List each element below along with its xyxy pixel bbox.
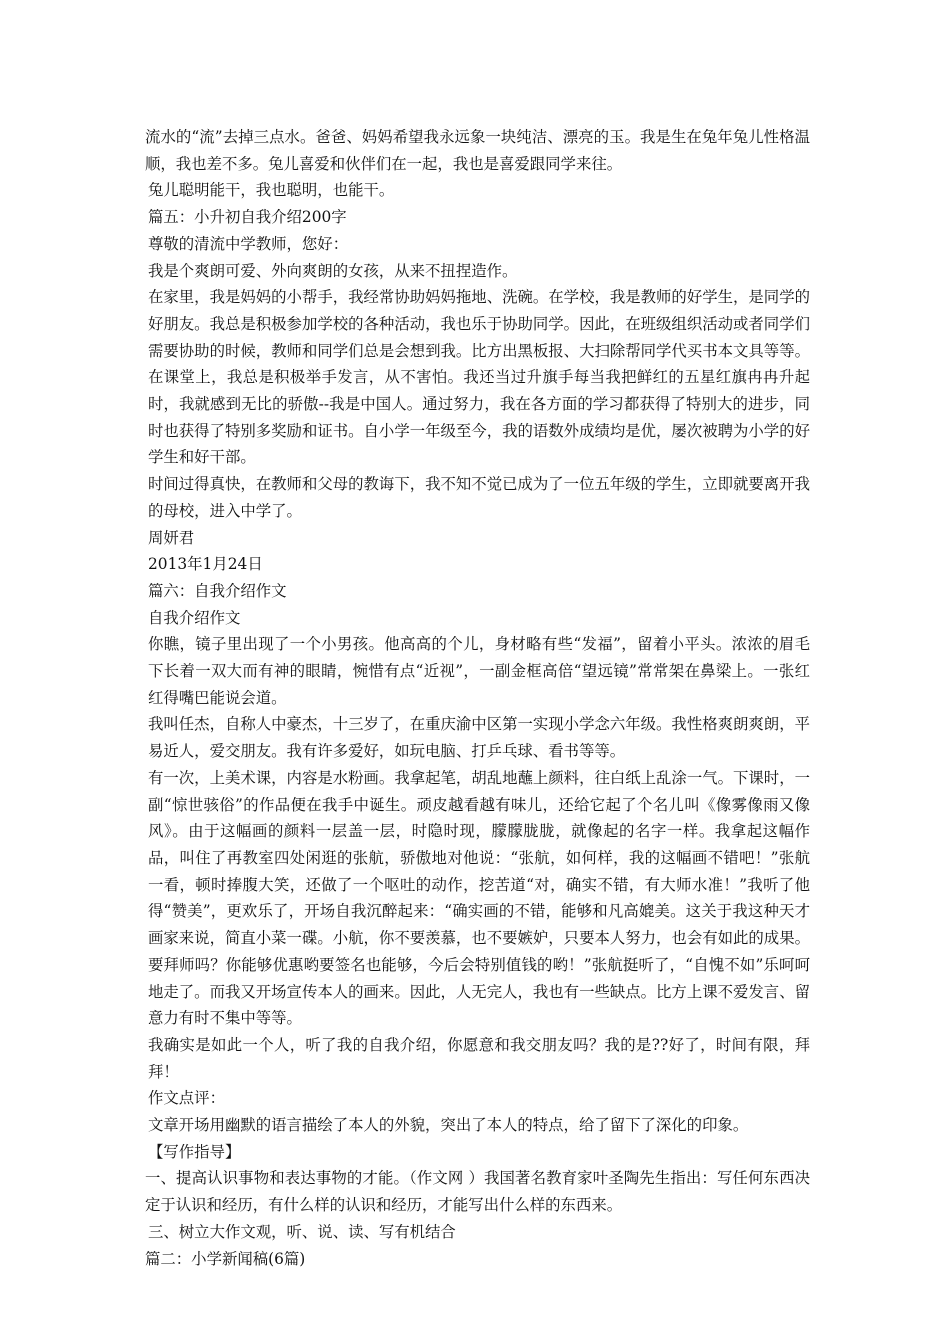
paragraph-rabbit-smart: 兔儿聪明能干，我也聪明，也能干。 [148,181,395,200]
comment-heading: 作文点评： [148,1089,225,1108]
paragraph-art-class: 有一次，上美术课，内容是水粉画。我拿起笔，胡乱地蘸上颜料，往白纸上乱涂一气。下课时，一副“惊世骇俗”的作品便在我手中诞生。顽皮越看越有味儿，还给它起了个名儿叫《像雾像雨又像风》。由于这幅画的颜料一层盖一层，时隐时现，朦朦胧胧，就像起的名字一样。我拿起这幅作品，叫住了再教室四处闲逛的张航，骄傲地对他说：“张航，如何样，我的这幅画不错吧！”张航一看，顿时捧腹大笑，还做了一个呕吐的动作，挖苦道“对，确实不错，有大师水准！”我听了他得“赞美”，更欢乐了，开场自我沉醉起来：“确实画的不错，能够和凡高媲美。这关于我这种天才画家来说，简直小菜一碟。小航，你不要羡慕，也不要嫉妒，只要本人努力，也会有如此的成果。要拜师吗？你能够优惠哟要签名也能够，今后会特别值钱的哟！”张航挺听了，“自愧不如”乐呵呵地走了。而我又开场宣传本人的画来。因此，人无完人，我也有一些缺点。比方上课不爱发言、留意力有时不集中等等。 [148,768,810,1028]
paragraph-greeting: 尊敬的清流中学教师，您好： [148,234,349,253]
paragraph-home-school: 在家里，我是妈妈的小帮手，我经常协助妈妈拖地、洗碗。在学校，我是教师的好学生，是同学的好朋友。我总是积极参加学校的各种活动，我也乐于协助同学。因此，在班级组织活动或者同学们需要协助的时候，教师和同学们总是会想到我。比方出黑板报、大扫除帮同学代买书本文具等等。在课堂上，我总是积极举手发言，从不害怕。我还当过升旗手每当我把鲜红的五星红旗冉冉升起时，我就感到无比的骄傲--我是中国人。通过努力，我在各方面的学习都获得了特别大的进步，同时也获得了特别多奖励和证书。自小学一年级至今，我的语数外成绩均是优，屡次被聘为小学的好学生和好干部。 [148,288,810,467]
writing-guide-heading: 【写作指导】 [148,1142,241,1161]
paragraph-name-intro: 我叫任杰，自称人中豪杰，十三岁了，在重庆渝中区第一实现小学念六年级。我性格爽朗爽朗，平易近人，爱交朋友。我有许多爱好，如玩电脑、打乒乓球、看书等等。 [148,715,810,761]
paragraph-mirror: 你瞧，镜子里出现了一个小男孩。他高高的个儿，身材略有些“发福”，留着小平头。浓浓的眉毛下长着一双大而有神的眼睛，惋惜有点“近视”，一副金框高倍“望远镜”常常架在鼻梁上。一张红红得嘴巴能说会道。 [148,635,810,707]
essay-title: 自我介绍作文 [148,608,241,627]
paragraph-guide-one: 一、提高认识事物和表达事物的才能。（作文网 ）我国著名教育家叶圣陶先生指出：写任何东西决定于认识和经历，有什么样的认识和经历，才能写出什么样的东西来。 [145,1169,810,1215]
paragraph-intro-continuation: 流水的“流”去掉三点水。爸爸、妈妈希望我永远象一块纯洁、漂亮的玉。我是生在兔年兔儿性格温顺，我也差不多。兔儿喜爱和伙伴们在一起，我也是喜爱跟同学来往。 [145,128,810,173]
signature-date: 2013年1月24日 [148,555,263,574]
section-heading-part6: 篇六：自我介绍作文 [148,581,287,600]
signature-name: 周妍君 [148,528,195,547]
paragraph-time-flies: 时间过得真快，在教师和父母的教诲下，我不知不觉已成为了一位五年级的学生，立即就要离开我的母校，进入中学了。 [148,475,810,520]
document-body [145,124,810,1272]
paragraph-closing: 我确实是如此一个人，听了我的自我介绍，你愿意和我交朋友吗？我的是??好了，时间有限，拜拜！ [148,1035,810,1081]
paragraph-guide-three: 三、树立大作文观，听、说、读、写有机结合 [148,1222,456,1241]
paragraph-personality: 我是个爽朗可爱、外向爽朗的女孩，从来不扭捏造作。 [148,261,518,280]
section-heading-part2: 篇二：小学新闻稿(6篇) [145,1249,306,1268]
paragraph-comment: 文章开场用幽默的语言描绘了本人的外貌，突出了本人的特点，给了留下了深化的印象。 [148,1116,749,1135]
section-heading-part5: 篇五：小升初自我介绍200字 [148,208,347,227]
